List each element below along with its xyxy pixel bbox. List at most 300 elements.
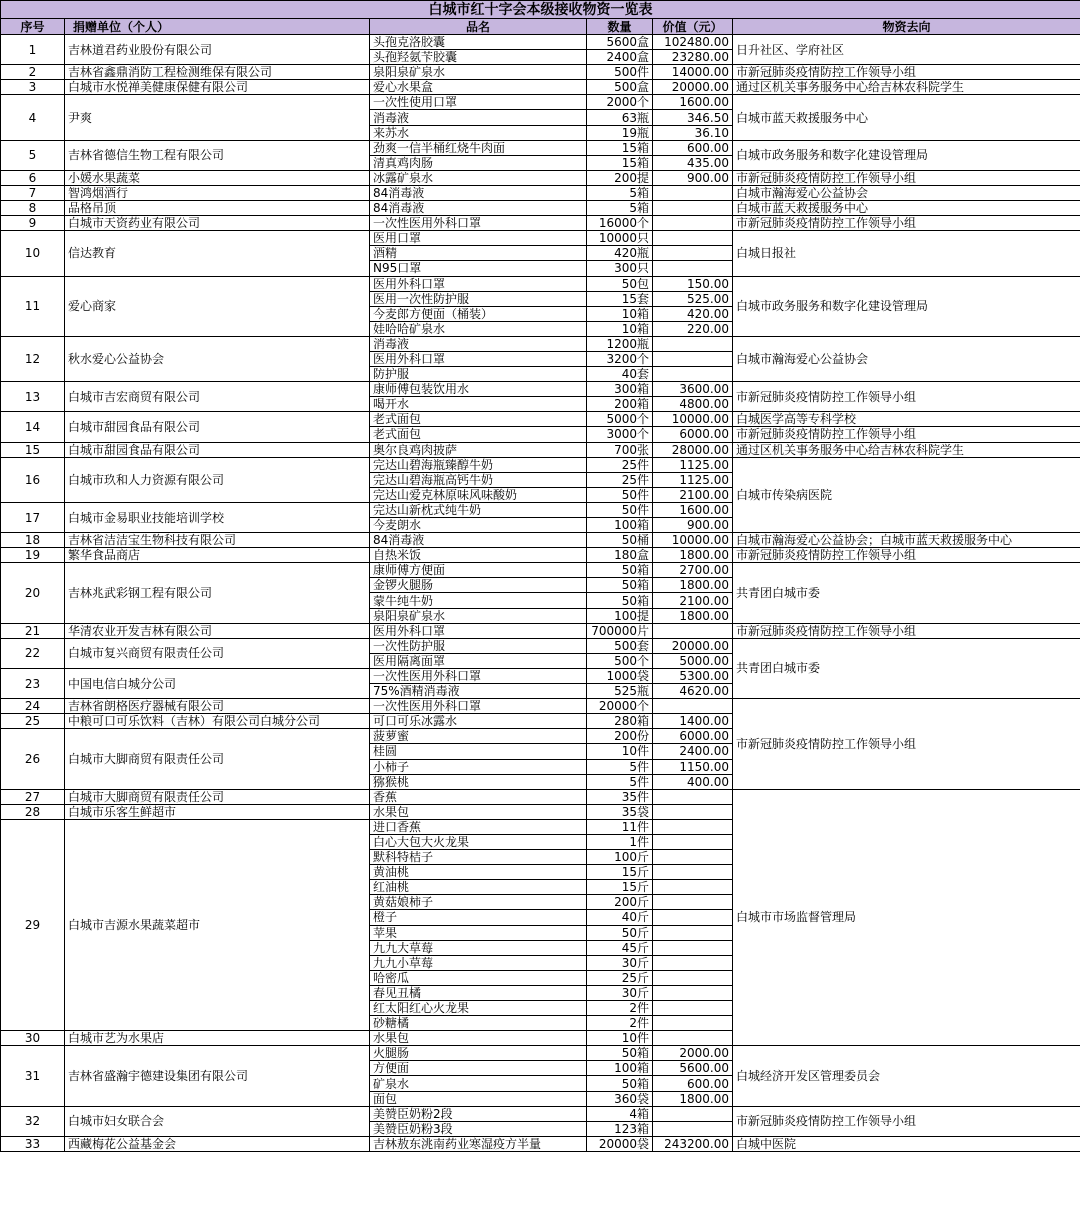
item-quantity: 5件 (587, 759, 653, 774)
item-quantity: 5000个 (587, 412, 653, 427)
item-quantity: 700张 (587, 442, 653, 457)
table-row (1, 548, 1080, 563)
item-name: 水果包 (370, 1031, 587, 1046)
item-name: 自热米饭 (370, 548, 587, 563)
item-name: 完达山新枕式纯牛奶 (370, 502, 587, 517)
item-value: 1800.00 (653, 578, 733, 593)
item-name: 冰露矿泉水 (370, 170, 587, 185)
record-no: 24 (1, 699, 65, 714)
item-name: 一次性医用外科口罩 (370, 668, 587, 683)
item-quantity: 100斤 (587, 850, 653, 865)
item-quantity: 20000袋 (587, 1136, 653, 1151)
item-quantity: 100箱 (587, 518, 653, 533)
item-value: 220.00 (653, 321, 733, 336)
item-quantity: 1200瓶 (587, 336, 653, 351)
item-value: 5600.00 (653, 1061, 733, 1076)
destination: 日升社区、学府社区 (733, 35, 1080, 65)
table-row (1, 382, 1080, 397)
item-quantity: 19瓶 (587, 125, 653, 140)
item-value (653, 1016, 733, 1031)
item-name: 一次性使用口罩 (370, 95, 587, 110)
item-name: 75%酒精消毒液 (370, 684, 587, 699)
item-name: 完达山碧海瓶高钙牛奶 (370, 472, 587, 487)
donor-name: 中粮可口可乐饮料（吉林）有限公司白城分公司 (65, 714, 370, 729)
item-quantity: 5600盒 (587, 35, 653, 50)
item-name: 头孢羟氨苄胶囊 (370, 50, 587, 65)
item-value: 600.00 (653, 140, 733, 155)
item-quantity: 40斤 (587, 910, 653, 925)
record-no: 8 (1, 201, 65, 216)
item-quantity: 15套 (587, 291, 653, 306)
item-name: 今麦朗水 (370, 518, 587, 533)
item-quantity: 5箱 (587, 201, 653, 216)
item-name: 矿泉水 (370, 1076, 587, 1091)
donor-name: 白城市天资药业有限公司 (65, 216, 370, 231)
item-quantity: 2000个 (587, 95, 653, 110)
donor-name: 吉林省盛瀚宇德建设集团有限公司 (65, 1046, 370, 1106)
table-row (1, 533, 1080, 548)
item-name: N95口罩 (370, 261, 587, 276)
item-value: 1600.00 (653, 95, 733, 110)
donor-name: 吉林省洁洁宝生物科技有限公司 (65, 533, 370, 548)
destination: 白城医学高等专科学校 (733, 412, 1080, 427)
table-row (1, 412, 1080, 427)
item-quantity: 525瓶 (587, 684, 653, 699)
destination: 白城市政务服务和数字化建设管理局 (733, 276, 1080, 336)
record-no: 4 (1, 95, 65, 140)
item-value: 14000.00 (653, 65, 733, 80)
record-no: 9 (1, 216, 65, 231)
item-value: 900.00 (653, 170, 733, 185)
item-name: 一次性防护服 (370, 638, 587, 653)
item-quantity: 40套 (587, 367, 653, 382)
item-quantity: 35袋 (587, 804, 653, 819)
donor-name: 吉林省德信生物工程有限公司 (65, 140, 370, 170)
item-name: 娃哈哈矿泉水 (370, 321, 587, 336)
record-no: 21 (1, 623, 65, 638)
table-row (1, 623, 1080, 638)
table-row (1, 185, 1080, 200)
record-no: 6 (1, 170, 65, 185)
item-name: 面包 (370, 1091, 587, 1106)
table-row (1, 563, 1080, 578)
item-quantity: 50箱 (587, 578, 653, 593)
item-value: 3600.00 (653, 382, 733, 397)
item-name: 一次性医用外科口罩 (370, 216, 587, 231)
record-no: 32 (1, 1106, 65, 1136)
item-quantity: 100提 (587, 608, 653, 623)
item-name: 方便面 (370, 1061, 587, 1076)
item-quantity: 10箱 (587, 321, 653, 336)
item-value: 1125.00 (653, 457, 733, 472)
table-row (1, 442, 1080, 457)
destination: 白城市瀚海爱心公益协会 (733, 185, 1080, 200)
donor-name: 白城市艺为水果店 (65, 1031, 370, 1046)
item-value: 1800.00 (653, 608, 733, 623)
donor-name: 白城市吉宏商贸有限公司 (65, 382, 370, 412)
item-name: 消毒液 (370, 336, 587, 351)
destination: 白城市蓝天救援服务中心 (733, 201, 1080, 216)
item-name: 头孢克洛胶囊 (370, 35, 587, 50)
item-quantity: 25斤 (587, 970, 653, 985)
item-quantity: 300只 (587, 261, 653, 276)
donor-name: 白城市甜园食品有限公司 (65, 442, 370, 457)
item-quantity: 11件 (587, 819, 653, 834)
item-quantity: 500盒 (587, 80, 653, 95)
item-name: 哈密瓜 (370, 970, 587, 985)
destination: 市新冠肺炎疫情防控工作领导小组 (733, 548, 1080, 563)
record-no: 26 (1, 729, 65, 789)
header-dest: 物资去向 (733, 19, 1080, 35)
item-name: 医用外科口罩 (370, 276, 587, 291)
destination: 白城市政务服务和数字化建设管理局 (733, 140, 1080, 170)
record-no: 31 (1, 1046, 65, 1106)
donor-name: 吉林道君药业股份有限公司 (65, 35, 370, 65)
destination: 通过区机关事务服务中心给吉林农科院学生 (733, 442, 1080, 457)
destination: 白城市市场监督管理局 (733, 789, 1080, 1046)
destination: 白城日报社 (733, 231, 1080, 276)
table-row (1, 140, 1080, 155)
item-value: 1600.00 (653, 502, 733, 517)
item-name: 九九小草莓 (370, 955, 587, 970)
donor-name: 白城市水悦禅美健康保健有限公司 (65, 80, 370, 95)
item-quantity: 2400盒 (587, 50, 653, 65)
destination: 市新冠肺炎疫情防控工作领导小组 (733, 623, 1080, 638)
donor-name: 白城市复兴商贸有限责任公司 (65, 638, 370, 668)
table-row (1, 170, 1080, 185)
table-row (1, 1136, 1080, 1151)
record-no: 5 (1, 140, 65, 170)
item-name: 白心大包大火龙果 (370, 834, 587, 849)
donor-name: 白城市妇女联合会 (65, 1106, 370, 1136)
item-name: 砂糖橘 (370, 1016, 587, 1031)
item-value: 20000.00 (653, 80, 733, 95)
table-row (1, 95, 1080, 110)
donor-name: 吉林兆武彩钢工程有限公司 (65, 563, 370, 623)
item-name: 84消毒液 (370, 201, 587, 216)
item-quantity: 50箱 (587, 563, 653, 578)
item-name: 苹果 (370, 925, 587, 940)
item-quantity: 5件 (587, 774, 653, 789)
item-value (653, 185, 733, 200)
record-no: 27 (1, 789, 65, 804)
header-value: 价值（元） (653, 19, 733, 35)
item-quantity: 280箱 (587, 714, 653, 729)
item-value: 4620.00 (653, 684, 733, 699)
item-quantity: 50包 (587, 276, 653, 291)
item-name: 完达山碧海瓶臻醇牛奶 (370, 457, 587, 472)
item-quantity: 360袋 (587, 1091, 653, 1106)
item-quantity: 2件 (587, 1016, 653, 1031)
table-row (1, 699, 1080, 714)
item-value (653, 1106, 733, 1121)
item-quantity: 5箱 (587, 185, 653, 200)
item-value: 1800.00 (653, 1091, 733, 1106)
item-quantity: 3200个 (587, 351, 653, 366)
item-name: 奥尔良鸡肉披萨 (370, 442, 587, 457)
donor-name: 白城市玖和人力资源有限公司 (65, 457, 370, 502)
item-quantity: 50斤 (587, 925, 653, 940)
item-name: 吉林敖东洮南药业寒湿疫方半量 (370, 1136, 587, 1151)
item-name: 水果包 (370, 804, 587, 819)
item-quantity: 200斤 (587, 895, 653, 910)
item-name: 桂圆 (370, 744, 587, 759)
item-name: 红太阳红心火龙果 (370, 1001, 587, 1016)
item-value (653, 804, 733, 819)
item-value: 150.00 (653, 276, 733, 291)
record-no: 19 (1, 548, 65, 563)
destination: 白城市蓝天救援服务中心 (733, 95, 1080, 140)
item-name: 蒙牛纯牛奶 (370, 593, 587, 608)
record-no: 29 (1, 819, 65, 1030)
item-value: 28000.00 (653, 442, 733, 457)
item-name: 泉阳泉矿泉水 (370, 608, 587, 623)
item-value: 36.10 (653, 125, 733, 140)
item-name: 酒精 (370, 246, 587, 261)
item-value (653, 1031, 733, 1046)
item-value: 346.50 (653, 110, 733, 125)
item-name: 香蕉 (370, 789, 587, 804)
item-quantity: 15箱 (587, 155, 653, 170)
item-name: 来苏水 (370, 125, 587, 140)
record-no: 18 (1, 533, 65, 548)
item-value: 435.00 (653, 155, 733, 170)
item-quantity: 50桶 (587, 533, 653, 548)
item-quantity: 3000个 (587, 427, 653, 442)
item-name: 医用外科口罩 (370, 351, 587, 366)
table-row (1, 457, 1080, 472)
item-value (653, 834, 733, 849)
item-name: 美赞臣奶粉3段 (370, 1121, 587, 1136)
item-value: 2000.00 (653, 1046, 733, 1061)
destination: 市新冠肺炎疫情防控工作领导小组 (733, 216, 1080, 231)
item-quantity: 300箱 (587, 382, 653, 397)
item-quantity: 50箱 (587, 593, 653, 608)
item-value (653, 216, 733, 231)
item-value (653, 925, 733, 940)
item-value (653, 865, 733, 880)
item-value (653, 970, 733, 985)
destination: 白城经济开发区管理委员会 (733, 1046, 1080, 1106)
item-value: 1800.00 (653, 548, 733, 563)
donor-name: 白城市乐客生鲜超市 (65, 804, 370, 819)
item-value (653, 231, 733, 246)
table-row (1, 231, 1080, 246)
donor-name: 西藏梅花公益基金会 (65, 1136, 370, 1151)
item-name: 防护服 (370, 367, 587, 382)
item-name: 老式面包 (370, 412, 587, 427)
record-no: 1 (1, 35, 65, 65)
item-value: 6000.00 (653, 427, 733, 442)
destination: 市新冠肺炎疫情防控工作领导小组 (733, 427, 1080, 442)
item-quantity: 420瓶 (587, 246, 653, 261)
item-value (653, 819, 733, 834)
item-name: 消毒液 (370, 110, 587, 125)
destination: 通过区机关事务服务中心给吉林农科院学生 (733, 80, 1080, 95)
record-no: 15 (1, 442, 65, 457)
item-value (653, 336, 733, 351)
item-quantity: 700000片 (587, 623, 653, 638)
item-value (653, 351, 733, 366)
donor-name: 信达教育 (65, 231, 370, 276)
item-quantity: 500个 (587, 653, 653, 668)
donor-name: 智鸿烟酒行 (65, 185, 370, 200)
item-value: 10000.00 (653, 412, 733, 427)
donor-name: 白城市吉源水果蔬菜超市 (65, 819, 370, 1030)
donor-name: 吉林省朗格医疗器械有限公司 (65, 699, 370, 714)
record-no: 28 (1, 804, 65, 819)
item-value (653, 940, 733, 955)
item-quantity: 25件 (587, 472, 653, 487)
table-row (1, 216, 1080, 231)
item-quantity: 1000袋 (587, 668, 653, 683)
item-value: 900.00 (653, 518, 733, 533)
destination: 市新冠肺炎疫情防控工作领导小组 (733, 699, 1080, 790)
record-no: 14 (1, 412, 65, 442)
table-title: 白城市红十字会本级接收物资一览表 (1, 1, 1080, 19)
item-value: 2100.00 (653, 593, 733, 608)
record-no: 30 (1, 1031, 65, 1046)
donor-name: 秋水爱心公益协会 (65, 336, 370, 381)
record-no: 17 (1, 502, 65, 532)
item-name: 金锣火腿肠 (370, 578, 587, 593)
item-quantity: 4箱 (587, 1106, 653, 1121)
item-quantity: 16000个 (587, 216, 653, 231)
item-name: 菠萝蜜 (370, 729, 587, 744)
item-name: 康师傅方便面 (370, 563, 587, 578)
item-name: 可口可乐冰露水 (370, 714, 587, 729)
item-value: 20000.00 (653, 638, 733, 653)
item-quantity: 63瓶 (587, 110, 653, 125)
item-name: 橙子 (370, 910, 587, 925)
record-no: 13 (1, 382, 65, 412)
item-name: 医用一次性防护服 (370, 291, 587, 306)
item-quantity: 10件 (587, 1031, 653, 1046)
record-no: 7 (1, 185, 65, 200)
record-no: 11 (1, 276, 65, 336)
item-value: 420.00 (653, 306, 733, 321)
item-quantity: 10000只 (587, 231, 653, 246)
item-name: 进口香蕉 (370, 819, 587, 834)
item-value: 2700.00 (653, 563, 733, 578)
item-name: 喝开水 (370, 397, 587, 412)
item-name: 九九大草莓 (370, 940, 587, 955)
item-value (653, 955, 733, 970)
item-quantity: 50箱 (587, 1076, 653, 1091)
record-no: 20 (1, 563, 65, 623)
item-quantity: 123箱 (587, 1121, 653, 1136)
destination: 白城市瀚海爱心公益协会 (733, 336, 1080, 381)
record-no: 10 (1, 231, 65, 276)
donor-name: 白城市金易职业技能培训学校 (65, 502, 370, 532)
table-row (1, 638, 1080, 653)
item-quantity: 35件 (587, 789, 653, 804)
destination: 共青团白城市委 (733, 563, 1080, 623)
destination: 市新冠肺炎疫情防控工作领导小组 (733, 170, 1080, 185)
record-no: 33 (1, 1136, 65, 1151)
table-row (1, 276, 1080, 291)
item-name: 黄油桃 (370, 865, 587, 880)
table-row (1, 1106, 1080, 1121)
item-quantity: 30斤 (587, 955, 653, 970)
table-row (1, 65, 1080, 80)
item-quantity: 15斤 (587, 865, 653, 880)
item-name: 红油桃 (370, 880, 587, 895)
table-row (1, 789, 1080, 804)
item-name: 美赞臣奶粉2段 (370, 1106, 587, 1121)
item-value: 6000.00 (653, 729, 733, 744)
record-no: 12 (1, 336, 65, 381)
item-name: 春见丑橘 (370, 985, 587, 1000)
item-name: 火腿肠 (370, 1046, 587, 1061)
item-quantity: 10件 (587, 744, 653, 759)
item-name: 爱心水果盒 (370, 80, 587, 95)
header-item: 品名 (370, 19, 587, 35)
header-qty: 数量 (587, 19, 653, 35)
item-quantity: 1件 (587, 834, 653, 849)
item-value (653, 261, 733, 276)
item-name: 医用外科口罩 (370, 623, 587, 638)
table-row (1, 201, 1080, 216)
item-value: 525.00 (653, 291, 733, 306)
item-value: 23280.00 (653, 50, 733, 65)
item-value (653, 789, 733, 804)
donor-name: 白城市大脚商贸有限责任公司 (65, 729, 370, 789)
item-quantity: 20000个 (587, 699, 653, 714)
item-name: 泉阳泉矿泉水 (370, 65, 587, 80)
item-name: 今麦郎方便面（桶装） (370, 306, 587, 321)
item-value: 2400.00 (653, 744, 733, 759)
item-name: 完达山爱克林原味风味酸奶 (370, 487, 587, 502)
item-quantity: 100箱 (587, 1061, 653, 1076)
donor-name: 华清农业开发吉林有限公司 (65, 623, 370, 638)
destination: 市新冠肺炎疫情防控工作领导小组 (733, 1106, 1080, 1136)
item-quantity: 10箱 (587, 306, 653, 321)
record-no: 25 (1, 714, 65, 729)
item-value (653, 201, 733, 216)
item-value (653, 985, 733, 1000)
item-quantity: 25件 (587, 457, 653, 472)
item-name: 康师傅包装饮用水 (370, 382, 587, 397)
item-value (653, 1001, 733, 1016)
item-quantity: 15斤 (587, 880, 653, 895)
item-quantity: 2件 (587, 1001, 653, 1016)
item-value: 102480.00 (653, 35, 733, 50)
donor-name: 吉林省鑫鼎消防工程检测维保有限公司 (65, 65, 370, 80)
item-value (653, 880, 733, 895)
item-quantity: 30斤 (587, 985, 653, 1000)
item-name: 清真鸡肉肠 (370, 155, 587, 170)
item-quantity: 180盒 (587, 548, 653, 563)
item-value (653, 895, 733, 910)
item-quantity: 200份 (587, 729, 653, 744)
item-value (653, 623, 733, 638)
item-value: 5000.00 (653, 653, 733, 668)
header-no: 序号 (1, 19, 65, 35)
destination: 市新冠肺炎疫情防控工作领导小组 (733, 65, 1080, 80)
item-name: 老式面包 (370, 427, 587, 442)
item-quantity: 500套 (587, 638, 653, 653)
item-name: 84消毒液 (370, 185, 587, 200)
destination: 白城市传染病医院 (733, 457, 1080, 532)
item-value: 4800.00 (653, 397, 733, 412)
header-donor: 捐赠单位（个人） (65, 19, 370, 35)
destination: 白城市瀚海爱心公益协会；白城市蓝天救援服务中心 (733, 533, 1080, 548)
item-value (653, 699, 733, 714)
item-value: 1125.00 (653, 472, 733, 487)
item-name: 一次性医用外科口罩 (370, 699, 587, 714)
item-name: 医用隔离面罩 (370, 653, 587, 668)
